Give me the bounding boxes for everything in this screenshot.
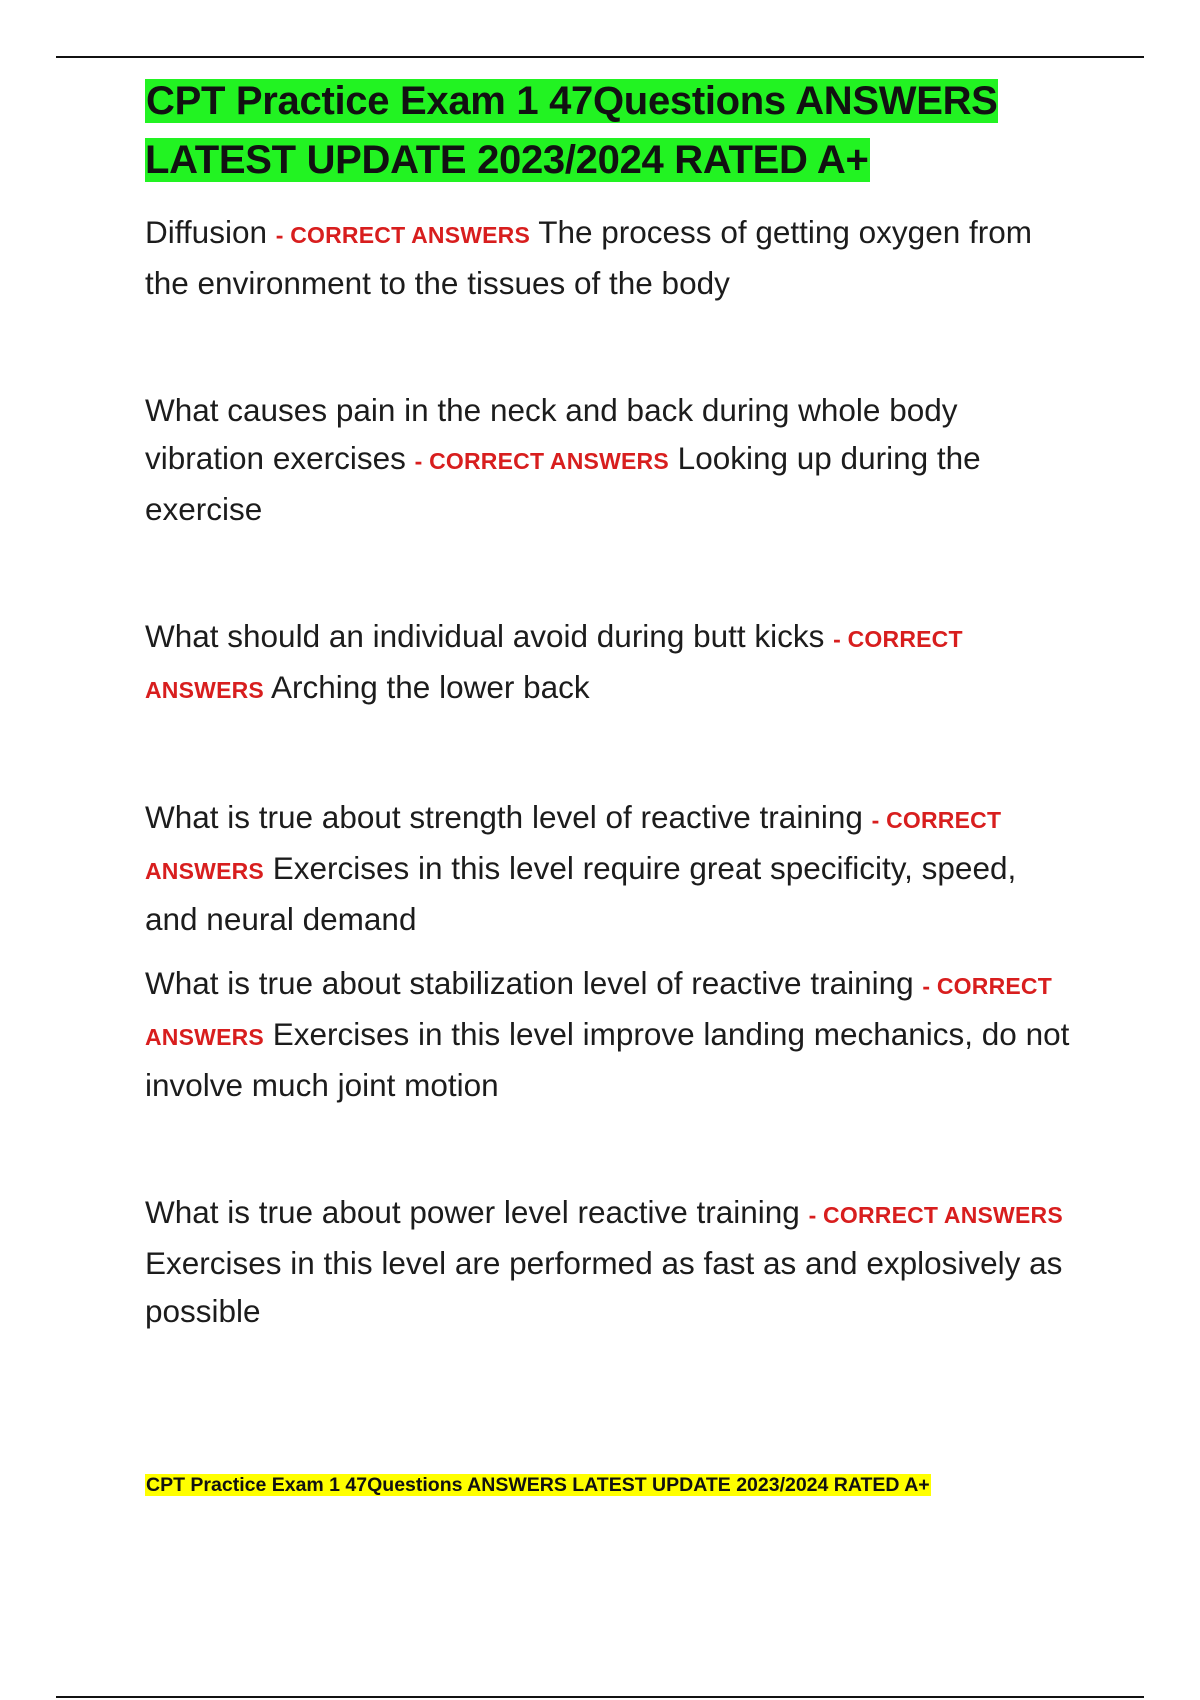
answer-text: Exercises in this level improve landing mechanics, do not involve much joint motion (145, 1016, 1070, 1103)
question-text: What is true about strength level of reactive training (145, 799, 863, 835)
document-footer (145, 1472, 931, 1498)
qa-item-1 (145, 208, 1075, 307)
qa-item-2 (145, 386, 1075, 533)
footer-text: CPT Practice Exam 1 47Questions ANSWERS LATEST UPDATE 2023/2024 RATED A+ (146, 1474, 930, 1496)
bottom-rule (56, 1696, 1144, 1698)
answer-tag: - CORRECT ANSWERS (145, 973, 1052, 1050)
qa-item-3 (145, 612, 1075, 714)
title-text: CPT Practice Exam 1 47Questions ANSWERS LATEST UPDATE 2023/2024 RATED A+ (145, 79, 998, 182)
answer-tag: - CORRECT ANSWERS (275, 222, 531, 248)
question-text: Diffusion (145, 214, 267, 250)
answer-text: Looking up during the exercise (145, 440, 981, 527)
answer-tag: - CORRECT ANSWERS (414, 448, 669, 474)
question-text: What is true about stabilization level of reactive training (145, 965, 914, 1001)
answer-text: The process of getting oxygen from the environment to the tissues of the body (145, 214, 1032, 301)
question-text: What causes pain in the neck and back during whole body vibration exercises (145, 392, 958, 476)
top-rule (56, 56, 1144, 58)
answer-text: Exercises in this level are performed as fast as and explosively as possible (145, 1245, 1063, 1329)
question-text: What is true about power level reactive training (145, 1194, 800, 1230)
answer-tag: - CORRECT ANSWERS (145, 807, 1002, 884)
answer-text: Exercises in this level require great specificity, speed, and neural demand (145, 850, 1017, 937)
answer-tag: - CORRECT ANSWERS (808, 1202, 1063, 1228)
document-body (145, 72, 1075, 1335)
document-title (145, 72, 1075, 190)
qa-item-6 (145, 1188, 1075, 1335)
qa-item-5 (145, 959, 1075, 1109)
answer-tag: - CORRECT ANSWERS (145, 626, 963, 703)
qa-item-4 (145, 793, 1075, 943)
question-text: What should an individual avoid during butt kicks (145, 618, 825, 654)
answer-text: Arching the lower back (270, 669, 590, 705)
